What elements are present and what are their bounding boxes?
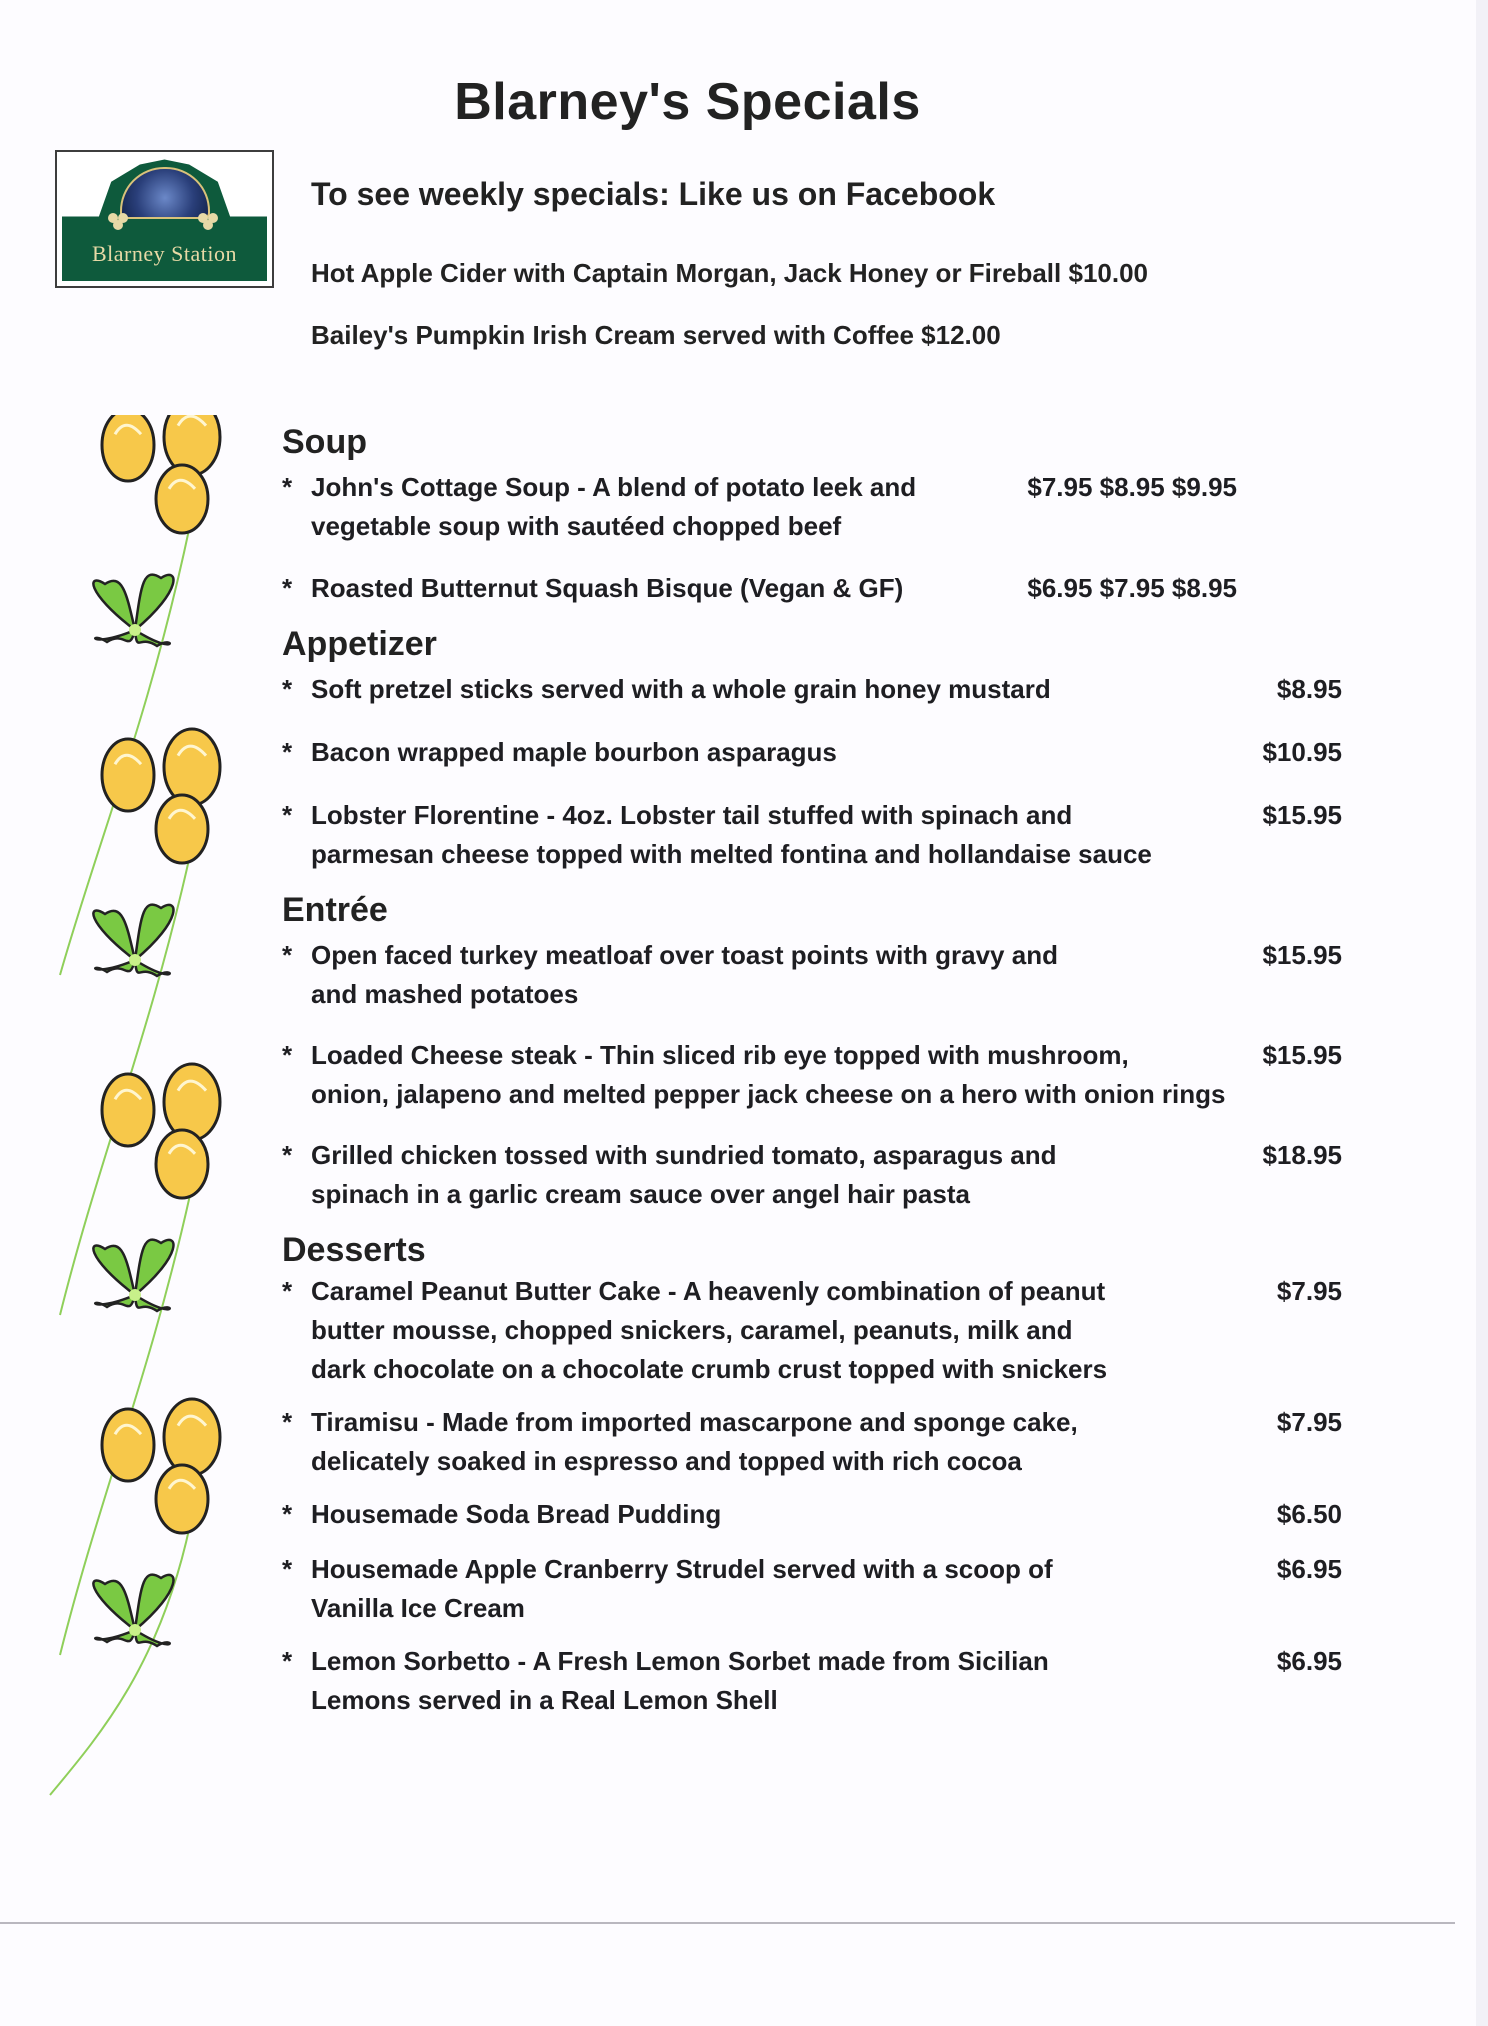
menu [282, 420, 1342, 1720]
bullet: * [282, 1646, 293, 1676]
green-shamrock-icon [93, 1575, 173, 1646]
item-text: spinach in a garlic cream sauce over angel hair pasta [311, 1179, 970, 1209]
yellow-clover-icon [102, 729, 220, 863]
bullet: * [282, 472, 293, 502]
bullet: * [282, 1407, 293, 1437]
item-text: Housemade Soda Bread Pudding [311, 1499, 722, 1529]
bullet: * [282, 1554, 293, 1584]
menu-item [282, 1136, 1342, 1214]
item-price: $10.95 [1262, 737, 1342, 767]
section-title: Appetizer [282, 625, 437, 663]
item-text: Tiramisu - Made from imported mascarpone and sponge cake, [311, 1407, 1078, 1437]
item-text: and mashed potatoes [311, 979, 579, 1009]
section-entree [282, 888, 1342, 1214]
item-price: $7.95 $8.95 $9.95 [1027, 472, 1237, 502]
scan-edge [1476, 0, 1488, 2026]
menu-item [282, 733, 1342, 772]
page-title: Blarney's Specials [454, 73, 921, 131]
item-price: $7.95 [1276, 1407, 1342, 1437]
menu-item [282, 1036, 1342, 1114]
menu-item [282, 1272, 1342, 1389]
item-price: $6.50 [1276, 1499, 1342, 1529]
menu-item [282, 670, 1342, 709]
shamrock-icon [196, 211, 220, 233]
section-title: Entrée [282, 891, 388, 929]
item-text: onion, jalapeno and melted pepper jack cheese on a hero with onion rings [311, 1079, 1226, 1109]
shamrock-icon [106, 211, 130, 233]
bullet: * [282, 1140, 293, 1170]
item-text: Loaded Cheese steak - Thin sliced rib eye topped with mushroom, [311, 1040, 1129, 1070]
item-text: Lemon Sorbetto - A Fresh Lemon Sorbet made from Sicilian [311, 1646, 1049, 1676]
section-desserts [282, 1228, 1342, 1720]
item-text: Lobster Florentine - 4oz. Lobster tail stuffed with spinach and [311, 800, 1073, 830]
item-price: $6.95 [1276, 1554, 1342, 1584]
item-text: Lemons served in a Real Lemon Shell [311, 1685, 778, 1715]
green-shamrock-icon [93, 905, 173, 976]
bullet: * [282, 737, 293, 767]
item-text: Bacon wrapped maple bourbon asparagus [311, 737, 837, 767]
bullet: * [282, 573, 293, 603]
logo-text: Blarney Station [92, 241, 237, 266]
item-text: Housemade Apple Cranberry Strudel served with a scoop of [311, 1554, 1053, 1584]
menu-item [282, 1495, 1342, 1534]
item-text: vegetable soup with sautéed chopped beef [311, 511, 842, 541]
green-shamrock-icon [93, 1240, 173, 1311]
bullet: * [282, 940, 293, 970]
section-appetizer [282, 622, 1342, 874]
menu-item [282, 468, 1342, 546]
item-text: butter mousse, chopped snickers, caramel, peanuts, milk and [311, 1315, 1073, 1345]
item-text: Caramel Peanut Butter Cake - A heavenly combination of peanut [311, 1276, 1106, 1306]
drink-special: Bailey's Pumpkin Irish Cream served with Coffee $12.00 [311, 320, 1001, 350]
menu-item [282, 1403, 1342, 1481]
menu-item [282, 796, 1342, 874]
item-text: parmesan cheese topped with melted fontina and hollandaise sauce [311, 839, 1152, 869]
clover-border-decoration [40, 415, 250, 1815]
item-price: $15.95 [1262, 1040, 1342, 1070]
item-text: Grilled chicken tossed with sundried tomato, asparagus and [311, 1140, 1057, 1170]
menu-item [282, 1550, 1342, 1628]
item-text: Soft pretzel sticks served with a whole grain honey mustard [311, 674, 1051, 704]
item-price: $18.95 [1262, 1140, 1342, 1170]
bullet: * [282, 1276, 293, 1306]
section-soup [282, 420, 1342, 608]
page-bottom-rule [0, 1922, 1455, 1924]
yellow-clover-icon [102, 1064, 220, 1198]
section-title: Soup [282, 423, 367, 461]
menu-item [282, 936, 1342, 1014]
item-price: $8.95 [1276, 674, 1342, 704]
drink-special: Hot Apple Cider with Captain Morgan, Jack Honey or Fireball $10.00 [311, 258, 1149, 288]
item-text: Vanilla Ice Cream [311, 1593, 525, 1623]
bullet: * [282, 1040, 293, 1070]
menu-item [282, 1642, 1342, 1720]
item-text: delicately soaked in espresso and topped with rich cocoa [311, 1446, 1022, 1476]
bullet: * [282, 1499, 293, 1529]
item-text: Open faced turkey meatloaf over toast points with gravy and [311, 940, 1058, 970]
item-price: $6.95 $7.95 $8.95 [1027, 573, 1237, 603]
item-price: $15.95 [1262, 940, 1342, 970]
item-price: $15.95 [1262, 800, 1342, 830]
facebook-note: To see weekly specials: Like us on Facebook [311, 176, 996, 212]
yellow-clover-icon [102, 1399, 220, 1533]
item-price: $6.95 [1276, 1646, 1342, 1676]
green-shamrock-icon [93, 575, 173, 646]
section-title: Desserts [282, 1231, 426, 1269]
yellow-clover-icon [102, 415, 220, 533]
item-text: dark chocolate on a chocolate crumb crust topped with snickers [311, 1354, 1108, 1384]
blarney-station-logo [55, 150, 274, 288]
item-text: John's Cottage Soup - A blend of potato leek and [311, 472, 917, 502]
item-text: Roasted Butternut Squash Bisque (Vegan & GF) [311, 573, 904, 603]
bullet: * [282, 800, 293, 830]
menu-item [282, 569, 1342, 608]
item-price: $7.95 [1276, 1276, 1342, 1306]
bullet: * [282, 674, 293, 704]
